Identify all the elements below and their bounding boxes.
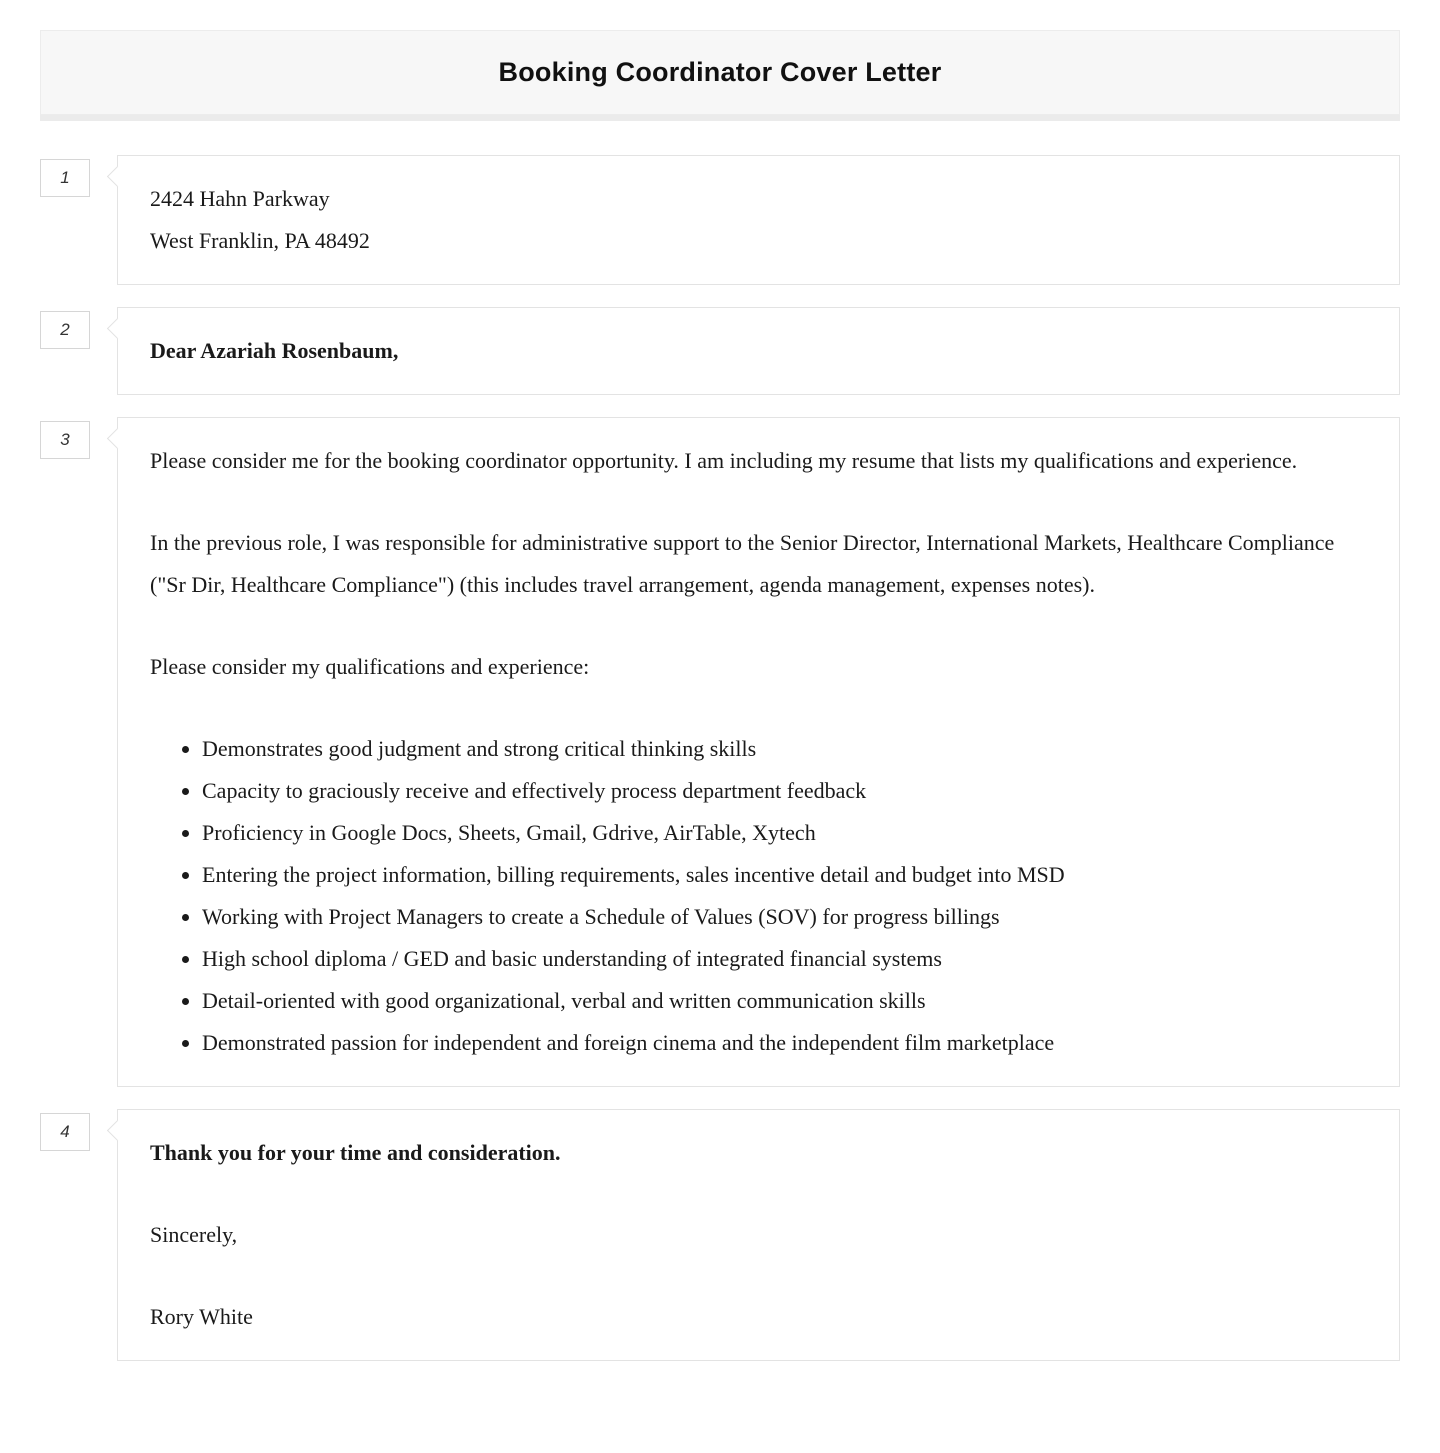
- salutation-text: Dear Azariah Rosenbaum,: [150, 338, 399, 363]
- body-paragraph-3: Please consider my qualifications and experience:: [150, 654, 590, 679]
- section-number-3: 3: [40, 421, 90, 459]
- section-address: [40, 155, 1400, 285]
- address-panel: [117, 155, 1400, 285]
- section-number-4: 4: [40, 1113, 90, 1151]
- address-line-2: West Franklin, PA 48492: [150, 228, 370, 253]
- closing-panel: [117, 1109, 1400, 1361]
- thanks-text: Thank you for your time and consideration.: [150, 1140, 561, 1165]
- body-paragraph-2: In the previous role, I was responsible for administrative support to the Senior Director, International Markets, Healthcare Compliance ("Sr Dir, Healthcare Compliance") (this includes travel arrangement, agenda management, expenses notes).: [150, 530, 1335, 597]
- list-item: • Demonstrated passion for independent and foreign cinema and the independent film marketplace: [202, 1022, 1367, 1064]
- section-body: [40, 417, 1400, 1087]
- address-line-1: 2424 Hahn Parkway: [150, 186, 330, 211]
- section-number-1: 1: [40, 159, 90, 197]
- list-item: • Detail-oriented with good organizational, verbal and written communication skills: [202, 980, 1367, 1022]
- page-header: [40, 30, 1400, 115]
- section-closing: [40, 1109, 1400, 1361]
- list-item: • Demonstrates good judgment and strong critical thinking skills: [202, 728, 1367, 770]
- salutation-panel: [117, 307, 1400, 395]
- page-title: Booking Coordinator Cover Letter: [498, 57, 942, 87]
- signoff-text: Sincerely,: [150, 1222, 238, 1247]
- qualifications-list: [150, 728, 1367, 1064]
- list-item: • Capacity to graciously receive and effectively process department feedback: [202, 770, 1367, 812]
- section-salutation: [40, 307, 1400, 395]
- body-paragraph-1: Please consider me for the booking coordinator opportunity. I am including my resume that lists my qualifications and experience.: [150, 448, 1298, 473]
- list-item: • Entering the project information, billing requirements, sales incentive detail and budget into MSD: [202, 854, 1367, 896]
- signature-name: Rory White: [150, 1304, 253, 1329]
- list-item: • Working with Project Managers to create a Schedule of Values (SOV) for progress billings: [202, 896, 1367, 938]
- list-item: • High school diploma / GED and basic understanding of integrated financial systems: [202, 938, 1367, 980]
- list-item: • Proficiency in Google Docs, Sheets, Gmail, Gdrive, AirTable, Xytech: [202, 812, 1367, 854]
- section-number-2: 2: [40, 311, 90, 349]
- body-panel: [117, 417, 1400, 1087]
